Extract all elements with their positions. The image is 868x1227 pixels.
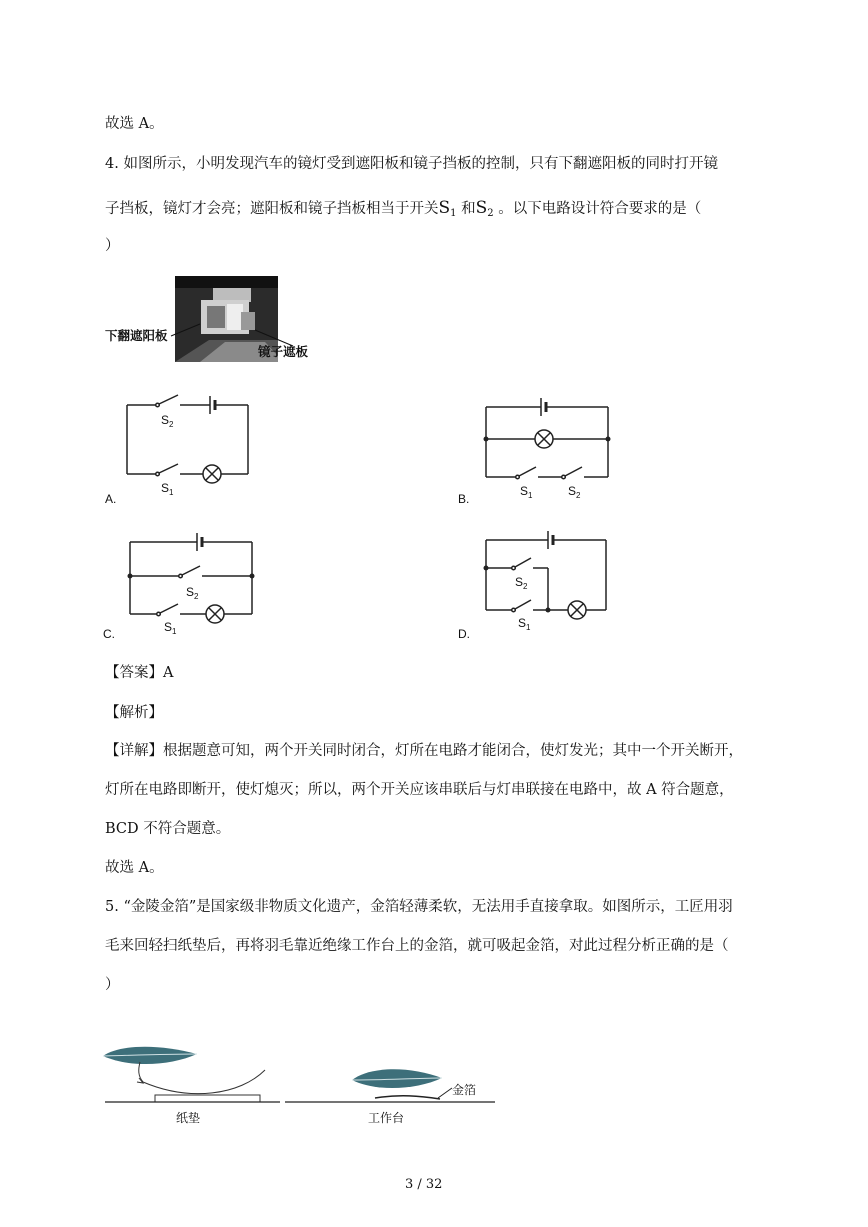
svg-text:S: S [161,413,170,427]
svg-text:2: 2 [576,491,581,500]
svg-text:1: 1 [169,488,174,497]
sunvisor-label: 下翻遮阳板 [105,329,168,343]
circuit-c [100,528,270,648]
svg-text:2: 2 [169,420,174,429]
question-4-line1: 4. 如图所示，小明发现汽车的镜灯受到遮阳板和镜子挡板的控制，只有下翻遮阳板的同时打开镜 [105,156,718,172]
question-5-line3: ） [105,977,120,993]
answer-line: 【答案】A [105,665,174,681]
svg-text:S: S [518,616,527,630]
page-number: 3 / 32 [405,1177,443,1192]
option-c-label: C. [103,627,115,641]
detail-line2: 灯所在电路即断开，使灯熄灭；所以，两个开关应该串联后与灯串联接在电路中，故 A 符合题意， [105,782,734,798]
text-line: 故选 A。 [105,860,164,876]
text-line: 故选 A。 [105,116,164,132]
table-label: 工作台 [368,1111,405,1125]
svg-text:1: 1 [528,491,533,500]
svg-text:2: 2 [194,592,199,601]
svg-text:S: S [568,484,577,498]
option-a-label: A. [105,492,117,506]
car-mirror-photo [105,276,320,362]
circuit-d [458,528,628,648]
svg-text:1: 1 [172,627,177,636]
pad-label: 纸垫 [176,1111,201,1125]
detail-line3: BCD 不符合题意。 [105,821,231,837]
detail-line1: 【详解】根据题意可知，两个开关同时闭合，灯所在电路才能闭合，使灯发光；其中一个开关断开， [105,743,743,759]
question-5-line1: 5. “金陵金箔”是国家级非物质文化遗产，金箔轻薄柔软，无法用手直接拿取。如图所示，工匠用羽 [105,899,733,915]
svg-text:1: 1 [526,623,531,632]
foil-label: 金箔 [452,1083,477,1097]
question-5-line2: 毛来回轻扫纸垫后，再将羽毛靠近绝缘工作台上的金箔，就可吸起金箔，对此过程分析正确的是（ [105,938,729,954]
svg-text:S: S [515,575,524,589]
svg-text:S: S [164,620,173,634]
svg-text:2: 2 [523,582,528,591]
svg-text:S: S [520,484,529,498]
circuit-b [458,393,628,513]
option-b-label: B. [458,492,470,506]
svg-text:S: S [186,585,195,599]
question-4-line3: ） [105,238,120,254]
question-4-line2: 子挡板，镜灯才会亮；遮阳板和镜子挡板相当于开关$S_1$ 和$S_2$ 。以下电路设计符合要求的是（ [105,198,702,219]
option-d-label: D. [458,627,470,641]
feather-figure [100,1040,500,1130]
mirror-cover-label: 镜子遮板 [258,345,309,359]
svg-text:S: S [161,481,170,495]
analysis-heading: 【解析】 [105,705,163,721]
circuit-a [100,390,270,515]
